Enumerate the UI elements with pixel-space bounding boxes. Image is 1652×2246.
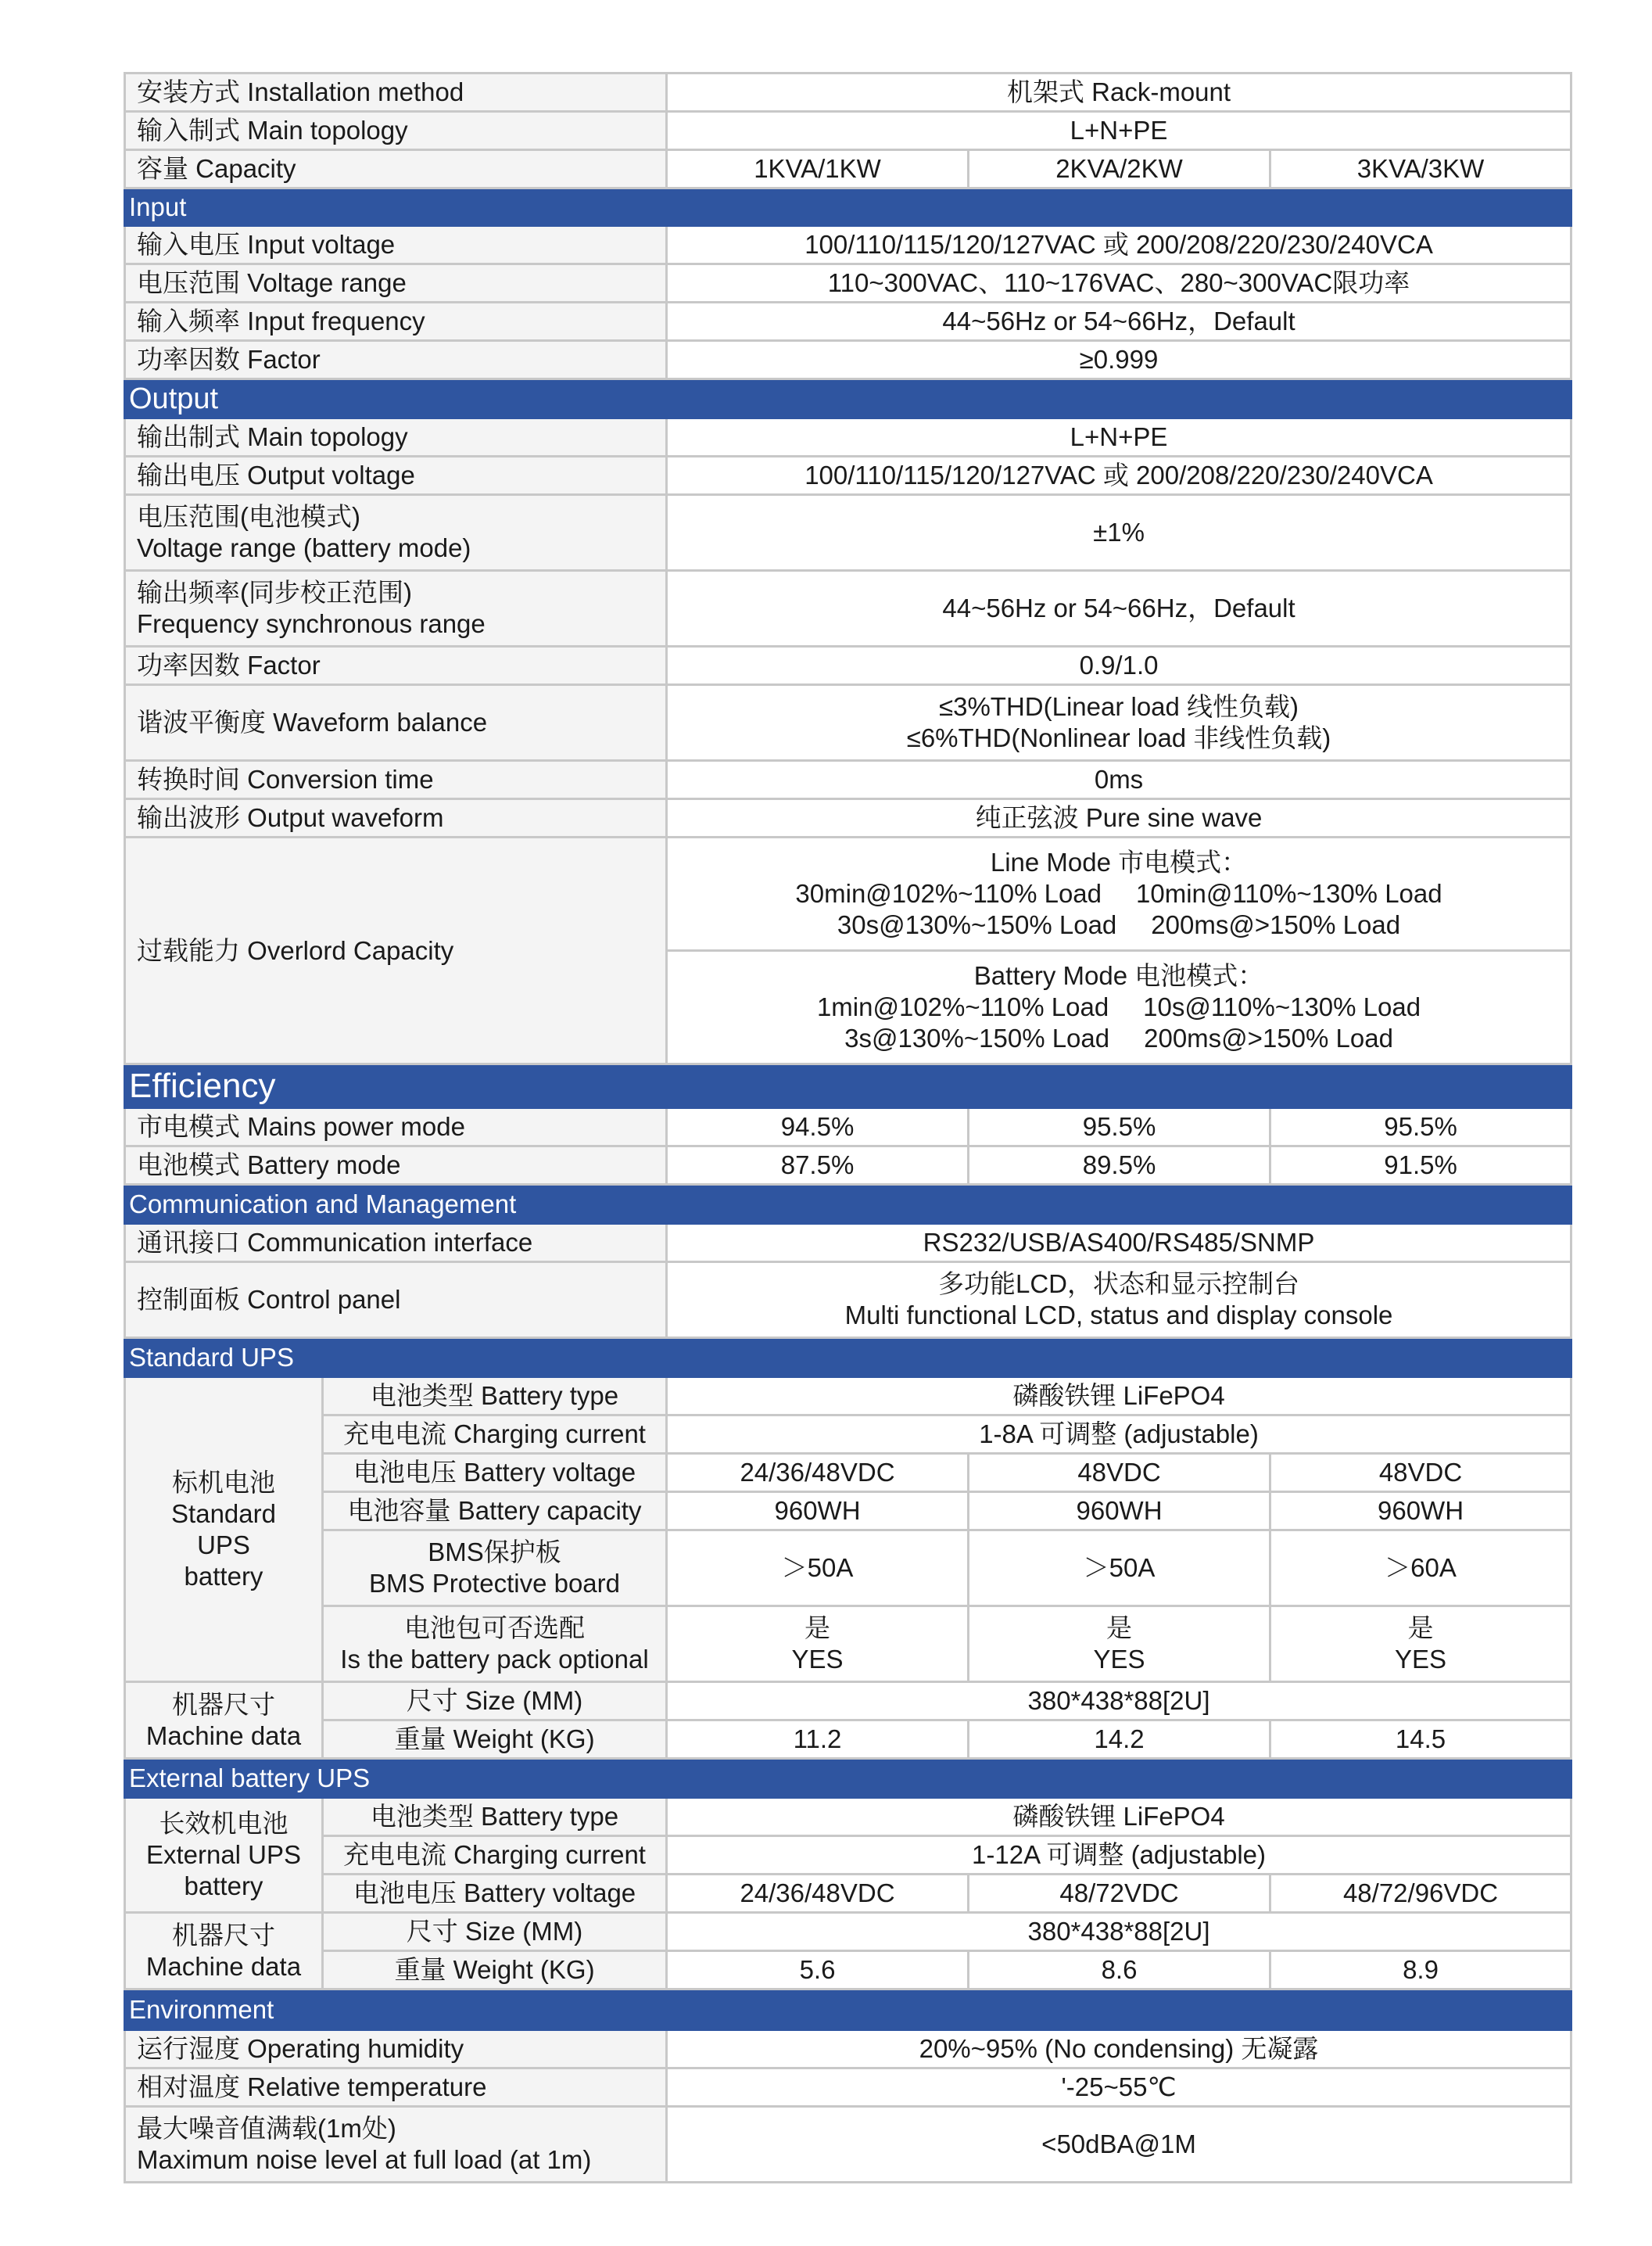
main-topology-label: 输入制式 Main topology	[125, 112, 667, 150]
section-efficiency	[125, 1064, 1571, 1108]
ext-voltage-value-3k: 48/72/96VDC	[1270, 1875, 1571, 1913]
ext-size-label: 尺寸 Size (MM)	[323, 1913, 667, 1951]
ext-weight-value-1k: 5.6	[667, 1951, 969, 1989]
std-bms-label-cn: BMS保护板	[428, 1537, 561, 1566]
temperature-value: '-25~55℃	[667, 2068, 1571, 2107]
output-frequency-label-en: Frequency synchronous range	[137, 609, 486, 638]
output-frequency-label	[125, 571, 667, 647]
output-range-label-en: Voltage range (battery mode)	[137, 533, 471, 562]
noise-label	[125, 2107, 667, 2183]
std-battery-group-label	[125, 1377, 323, 1682]
section-input	[125, 188, 1571, 226]
control-panel-line1: 多功能LCD，状态和显示控制台	[938, 1269, 1300, 1298]
output-waveform-value: 纯正弦波 Pure sine wave	[667, 799, 1571, 838]
row-input-frequency	[125, 303, 1571, 341]
overload-line-mode-title: Line Mode 市电模式：	[990, 848, 1248, 877]
row-ext-weight	[125, 1951, 1571, 1989]
std-group-line1: 标机电池	[172, 1467, 275, 1497]
std-optional-value-3k	[1270, 1606, 1571, 1682]
std-capacity-label: 电池容量 Battery capacity	[323, 1492, 667, 1530]
capacity-value-2k: 2KVA/2KW	[969, 150, 1270, 188]
input-range-value: 110~300VAC、110~176VAC、280~300VAC限功率	[667, 264, 1571, 303]
battery-mode-value-2k: 89.5%	[969, 1146, 1270, 1185]
std-charging-value: 1-8A 可调整 (adjustable)	[667, 1415, 1571, 1454]
std-capacity-value-2k: 960WH	[969, 1492, 1270, 1530]
row-std-bms	[125, 1530, 1571, 1606]
output-factor-label: 功率因数 Factor	[125, 647, 667, 685]
row-output-topology	[125, 418, 1571, 457]
ext-charging-value: 1-12A 可调整 (adjustable)	[667, 1836, 1571, 1875]
battery-mode-value-3k: 91.5%	[1270, 1146, 1571, 1185]
overload-battery-b1: 3s@130%~150% Load	[844, 1024, 1110, 1053]
capacity-value-3k: 3KVA/3KW	[1270, 150, 1571, 188]
std-machine-line1: 机器尺寸	[172, 1689, 275, 1719]
spec-table	[124, 72, 1572, 2183]
ext-machine-line2: Machine data	[145, 1951, 302, 1981]
ext-weight-value-3k: 8.9	[1270, 1951, 1571, 1989]
installation-label: 安装方式 Installation method	[125, 74, 667, 112]
row-std-capacity	[125, 1492, 1571, 1530]
row-waveform-balance	[125, 685, 1571, 761]
control-panel-line2: Multi functional LCD, status and display console	[844, 1301, 1393, 1329]
control-panel-value	[667, 1262, 1571, 1338]
humidity-label: 运行湿度 Operating humidity	[125, 2030, 667, 2068]
section-standard-ups	[125, 1338, 1571, 1377]
section-standard-ups-title: Standard UPS	[125, 1338, 1571, 1377]
row-humidity	[125, 2030, 1571, 2068]
overload-battery-mode	[667, 951, 1571, 1064]
std-battery-type-value: 磷酸铁锂 LiFePO4	[667, 1377, 1571, 1415]
ext-weight-value-2k: 8.6	[969, 1951, 1270, 1989]
std-optional-value-1k	[667, 1606, 969, 1682]
std-machine-group-label	[125, 1682, 323, 1759]
std-weight-value-1k: 11.2	[667, 1720, 969, 1759]
output-voltage-label: 输出电压 Output voltage	[125, 457, 667, 495]
conversion-time-value: 0ms	[667, 761, 1571, 799]
overload-line-a2: 10min@110%~130% Load	[1136, 879, 1442, 908]
std-group-line2: Standard	[171, 1498, 276, 1528]
std-optional-en-3k: YES	[1395, 1645, 1447, 1674]
std-bms-value-2k: ＞50A	[969, 1530, 1270, 1606]
input-range-label: 电压范围 Voltage range	[125, 264, 667, 303]
capacity-label: 容量 Capacity	[125, 150, 667, 188]
section-communication-title: Communication and Management	[125, 1185, 1571, 1224]
std-optional-en-2k: YES	[1093, 1645, 1145, 1674]
std-optional-en-1k: YES	[791, 1645, 844, 1674]
section-communication	[125, 1185, 1571, 1224]
std-optional-label	[323, 1606, 667, 1682]
std-weight-label: 重量 Weight (KG)	[323, 1720, 667, 1759]
row-comm-interface	[125, 1224, 1571, 1262]
std-weight-value-3k: 14.5	[1270, 1720, 1571, 1759]
output-frequency-value: 44~56Hz or 54~66Hz，Default	[667, 571, 1571, 647]
input-factor-value: ≥0.999	[667, 341, 1571, 379]
std-charging-label: 充电电流 Charging current	[323, 1415, 667, 1454]
capacity-value-1k: 1KVA/1KW	[667, 150, 969, 188]
std-bms-label-en: BMS Protective board	[369, 1569, 620, 1598]
ext-voltage-value-1k: 24/36/48VDC	[667, 1875, 969, 1913]
row-overload-line	[125, 838, 1571, 951]
comm-interface-label: 通讯接口 Communication interface	[125, 1224, 667, 1262]
waveform-balance-line2: ≤6%THD(Nonlinear load 非线性负载)	[906, 723, 1331, 752]
std-voltage-value-3k: 48VDC	[1270, 1454, 1571, 1492]
waveform-balance-value	[667, 685, 1571, 761]
ext-group-line3: battery	[184, 1871, 263, 1900]
output-factor-value: 0.9/1.0	[667, 647, 1571, 685]
overload-battery-a2: 10s@110%~130% Load	[1143, 992, 1421, 1021]
row-std-charging	[125, 1415, 1571, 1454]
section-output	[125, 379, 1571, 418]
row-battery-mode	[125, 1146, 1571, 1185]
std-bms-value-1k: ＞50A	[667, 1530, 969, 1606]
waveform-balance-line1: ≤3%THD(Linear load 线性负载)	[938, 692, 1299, 721]
std-optional-cn-2k: 是	[1106, 1613, 1133, 1642]
ext-machine-group-label	[125, 1913, 323, 1989]
ext-size-value: 380*438*88[2U]	[667, 1913, 1571, 1951]
std-bms-label	[323, 1530, 667, 1606]
humidity-value: 20%~95% (No condensing) 无凝露	[667, 2030, 1571, 2068]
std-machine-line2: Machine data	[145, 1720, 302, 1750]
row-std-battery-type	[125, 1377, 1571, 1415]
ext-battery-type-label: 电池类型 Battery type	[323, 1798, 667, 1836]
output-topology-label: 输出制式 Main topology	[125, 418, 667, 457]
row-temperature	[125, 2068, 1571, 2107]
ext-charging-label: 充电电流 Charging current	[323, 1836, 667, 1875]
row-std-optional	[125, 1606, 1571, 1682]
std-voltage-label: 电池电压 Battery voltage	[323, 1454, 667, 1492]
spec-sheet	[124, 72, 1570, 2183]
conversion-time-label: 转换时间 Conversion time	[125, 761, 667, 799]
std-optional-label-cn: 电池包可否选配	[404, 1613, 585, 1642]
input-voltage-label: 输入电压 Input voltage	[125, 226, 667, 264]
row-ext-size	[125, 1913, 1571, 1951]
row-input-range	[125, 264, 1571, 303]
std-battery-type-label: 电池类型 Battery type	[323, 1377, 667, 1415]
row-std-weight	[125, 1720, 1571, 1759]
row-mains-mode	[125, 1108, 1571, 1146]
std-optional-cn-1k: 是	[804, 1613, 831, 1642]
std-size-label: 尺寸 Size (MM)	[323, 1682, 667, 1720]
row-installation	[125, 74, 1571, 112]
row-output-frequency	[125, 571, 1571, 647]
output-topology-value: L+N+PE	[667, 418, 1571, 457]
mains-mode-value-2k: 95.5%	[969, 1108, 1270, 1146]
ext-machine-line1: 机器尺寸	[172, 1920, 275, 1950]
row-control-panel	[125, 1262, 1571, 1338]
std-capacity-value-1k: 960WH	[667, 1492, 969, 1530]
temperature-label: 相对温度 Relative temperature	[125, 2068, 667, 2107]
overload-battery-b2: 200ms@>150% Load	[1144, 1024, 1393, 1053]
noise-label-en: Maximum noise level at full load (at 1m)	[137, 2145, 592, 2174]
ext-battery-type-value: 磷酸铁锂 LiFePO4	[667, 1798, 1571, 1836]
std-voltage-value-2k: 48VDC	[969, 1454, 1270, 1492]
std-group-line3: UPS	[197, 1530, 250, 1559]
row-std-voltage	[125, 1454, 1571, 1492]
waveform-balance-label: 谐波平衡度 Waveform balance	[125, 685, 667, 761]
row-ext-voltage	[125, 1875, 1571, 1913]
output-range-label-cn: 电压范围(电池模式)	[137, 502, 360, 531]
ext-group-line2: External UPS	[145, 1840, 302, 1869]
noise-label-cn: 最大噪音值满载(1m处)	[137, 2114, 396, 2143]
overload-battery-a1: 1min@102%~110% Load	[816, 992, 1109, 1021]
overload-label: 过载能力 Overlord Capacity	[125, 838, 667, 1064]
row-input-factor	[125, 341, 1571, 379]
section-environment-title: Environment	[125, 1989, 1571, 2030]
section-efficiency-title: Efficiency	[125, 1064, 1571, 1108]
section-input-title: Input	[125, 188, 1571, 226]
overload-line-a1: 30min@102%~110% Load	[795, 879, 1102, 908]
std-capacity-value-3k: 960WH	[1270, 1492, 1571, 1530]
mains-mode-value-1k: 94.5%	[667, 1108, 969, 1146]
input-frequency-value: 44~56Hz or 54~66Hz，Default	[667, 303, 1571, 341]
input-voltage-value: 100/110/115/120/127VAC 或 200/208/220/230/240VCA	[667, 226, 1571, 264]
ext-group-line1: 长效机电池	[159, 1809, 288, 1838]
battery-mode-value-1k: 87.5%	[667, 1146, 969, 1185]
mains-mode-value-3k: 95.5%	[1270, 1108, 1571, 1146]
row-output-factor	[125, 647, 1571, 685]
ext-voltage-value-2k: 48/72VDC	[969, 1875, 1270, 1913]
row-ext-charging	[125, 1836, 1571, 1875]
std-group-line4: battery	[184, 1561, 263, 1591]
ext-battery-group-label	[125, 1798, 323, 1913]
section-environment	[125, 1989, 1571, 2030]
std-size-value: 380*438*88[2U]	[667, 1682, 1571, 1720]
row-output-voltage	[125, 457, 1571, 495]
row-output-range	[125, 495, 1571, 571]
main-topology-value: L+N+PE	[667, 112, 1571, 150]
std-bms-value-3k: ＞60A	[1270, 1530, 1571, 1606]
output-range-value: ±1%	[667, 495, 1571, 571]
std-optional-cn-3k: 是	[1407, 1613, 1434, 1642]
input-frequency-label: 输入频率 Input frequency	[125, 303, 667, 341]
control-panel-label: 控制面板 Control panel	[125, 1262, 667, 1338]
row-output-waveform	[125, 799, 1571, 838]
ext-weight-label: 重量 Weight (KG)	[323, 1951, 667, 1989]
input-factor-label: 功率因数 Factor	[125, 341, 667, 379]
output-waveform-label: 输出波形 Output waveform	[125, 799, 667, 838]
row-capacity	[125, 150, 1571, 188]
section-output-title: Output	[125, 379, 1571, 418]
overload-line-b2: 200ms@>150% Load	[1151, 910, 1401, 939]
ext-voltage-label: 电池电压 Battery voltage	[323, 1875, 667, 1913]
overload-battery-mode-title: Battery Mode 电池模式：	[973, 961, 1264, 990]
row-std-size	[125, 1682, 1571, 1720]
output-voltage-value: 100/110/115/120/127VAC 或 200/208/220/230/240VCA	[667, 457, 1571, 495]
std-optional-label-en: Is the battery pack optional	[340, 1645, 649, 1674]
row-main-topology	[125, 112, 1571, 150]
std-weight-value-2k: 14.2	[969, 1720, 1270, 1759]
mains-mode-label: 市电模式 Mains power mode	[125, 1108, 667, 1146]
row-input-voltage	[125, 226, 1571, 264]
comm-interface-value: RS232/USB/AS400/RS485/SNMP	[667, 1224, 1571, 1262]
output-range-label	[125, 495, 667, 571]
section-external-ups-title: External battery UPS	[125, 1759, 1571, 1798]
output-frequency-label-cn: 输出频率(同步校正范围)	[137, 578, 412, 607]
installation-value: 机架式 Rack-mount	[667, 74, 1571, 112]
row-conversion-time	[125, 761, 1571, 799]
battery-mode-label: 电池模式 Battery mode	[125, 1146, 667, 1185]
section-external-ups	[125, 1759, 1571, 1798]
row-ext-battery-type	[125, 1798, 1571, 1836]
overload-line-b1: 30s@130%~150% Load	[837, 910, 1117, 939]
overload-line-mode	[667, 838, 1571, 951]
std-optional-value-2k	[969, 1606, 1270, 1682]
row-noise	[125, 2107, 1571, 2183]
std-voltage-value-1k: 24/36/48VDC	[667, 1454, 969, 1492]
noise-value: <50dBA@1M	[667, 2107, 1571, 2183]
